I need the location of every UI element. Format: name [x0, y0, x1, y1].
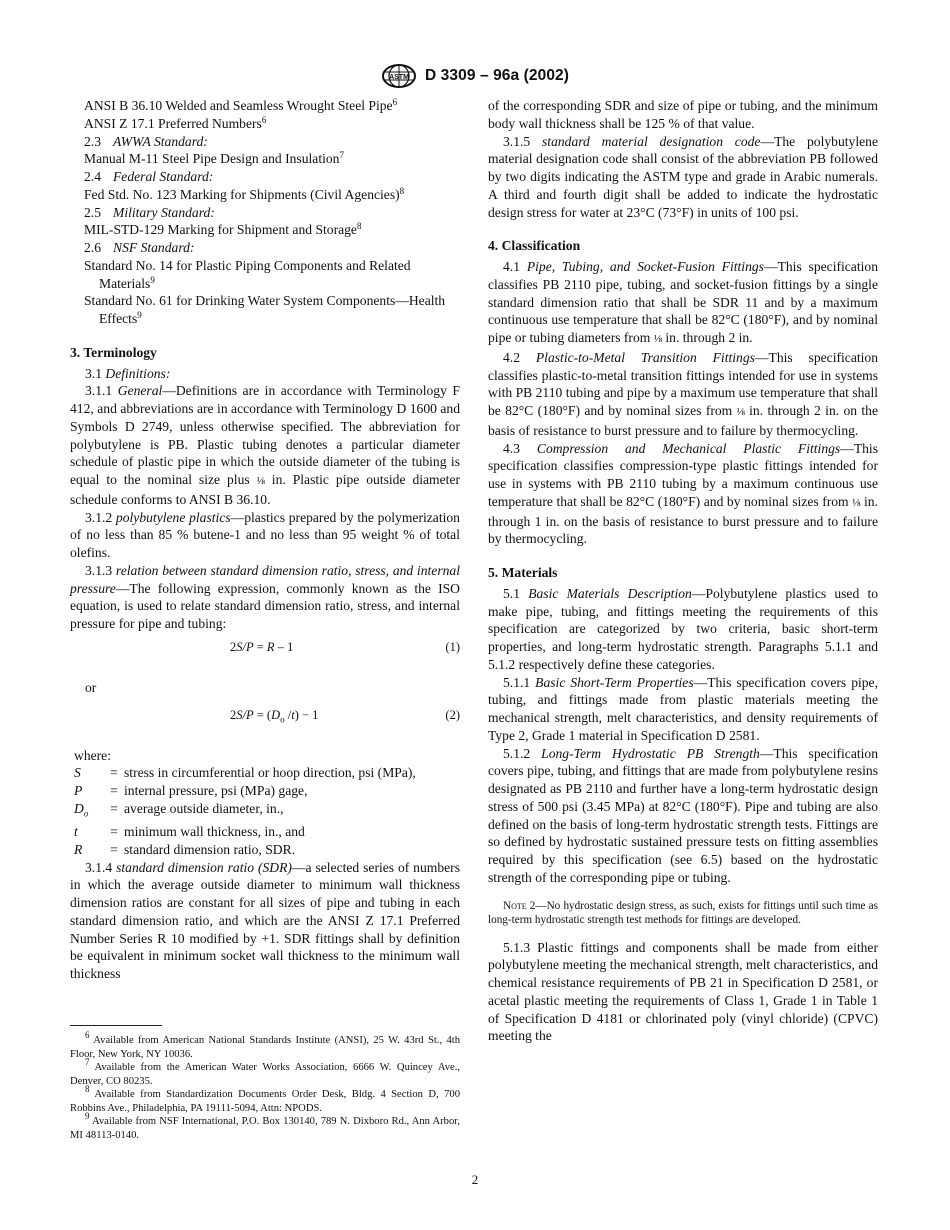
para-4-1: 4.1 Pipe, Tubing, and Socket-Fusion Fittings—This specification classifies PB 2110 pipe, tubing, and socket-fusion fittings by a single standard dimension ratio that shall be SDR 11 and by a maximum continuous use temperature that shall be 82°C (180°F), and by nominal pipe or tubing diameters from ⅛ in. through 2 in. [488, 259, 878, 345]
footnote-6: $^6$ Available from American National Standards Institute (ANSI), 25 W. 43rd St., 4th Floor, New York, NY 10036. [70, 1030, 460, 1060]
para-3-1-2: 3.1.2 polybutylene plastics—plastics prepared by the polymerization of no less than 85 % butene-1 and no less than 95 weight % of total olefins. [70, 509, 460, 560]
para-3-1-3: 3.1.3 relation between standard dimension ratio, stress, and internal pressure—The following expression, commonly known as the ISO equation, is used to relate standard dimension ratio, stress, and internal pressure for pipe and tubing: [70, 562, 460, 631]
equation-2 [70, 707, 460, 729]
section-2-5: 2.5 Military Standard: [84, 204, 215, 220]
variable-row-do: $D_o$ = average outside diameter, in., [74, 800, 284, 819]
equation-1 [70, 639, 460, 661]
para-3-1: 3.1 Definitions: [85, 365, 171, 381]
variable-row-s: S = stress in circumferential or hoop direction, psi (MPa), [74, 765, 416, 781]
section-heading-materials: 5. Materials [488, 565, 558, 580]
ref-ansi-b3610: ANSI B 36.10 Welded and Seamless Wrought Steel Pipe$^6$ [84, 97, 398, 113]
footnote-9: $^9$ Available from NSF International, P.O. Box 130140, 789 N. Dixboro Rd., Ann Arbor, MI 48113-0140. [70, 1111, 460, 1141]
footnote-mark: 8 [399, 185, 405, 196]
or-connector: or [85, 679, 97, 695]
footnote-mark: 8 [356, 221, 362, 232]
ref-mil-std-129: MIL-STD-129 Marking for Shipment and Storage$^8$ [84, 221, 362, 238]
para-3-1-1: 3.1.1 General—Definitions are in accordance with Terminology F 412, and abbreviations are in accordance with Terminology D 1600 and Symbols D 2749, unless otherwise specified. The abbreviation for polybutylene is PB. Plastic tubing denotes a particular diameter schedule of plastic pipe in which the outside diameter of the tubing is equal to the nominal size plus ⅛ in. Plastic pipe outside diameter schedule conforms to ANSI B 36.10. [70, 383, 461, 507]
ref-nsf-14: Standard No. 14 for Plastic Piping Components and Related Materials$^9$ [84, 257, 411, 291]
para-4-3: 4.3 Compression and Mechanical Plastic Fittings—This specification classifies compression-type plastic fittings intended for use in systems with PB 2110 tubing by a maximum continuous use temperature that shall be 82°C (180°F) and by nominal sizes from ⅛ in. through 1 in. on the basis of resistance to burst pressure and to failure by thermocycling. [488, 440, 878, 547]
para-5-1: 5.1 Basic Materials Description—Polybutylene plastics used to make pipe, tubing, and fittings meeting the requirements of this specification are categorized by two criteria, basic short-term properties, and long-term hydrostatic strength. Paragraphs 5.1.1 and 5.1.2 respectively define these categories. [488, 585, 879, 672]
right-column [488, 97, 878, 1045]
para-5-1-2: 5.1.2 Long-Term Hydrostatic PB Strength—This specification covers pipe, tubing, and fittings that are made from polybutylene resins designated as PB 2110 and further have a long-term hydrostatic design stress of 500 psi (3.45 MPa) at 82°C (180°F). Pipe and tubing are also defined on the basis of long-term hydrostatic strength tests. Fittings are so defined by hydrostatic sustained pressure tests on fitting assemblies required by this specification (see 6.5) based on the hydrostatic strength of the corresponding pipe or tubing. [488, 745, 878, 885]
page-number: 2 [471, 1172, 479, 1187]
variable-row-t: t = minimum wall thickness, in., and [74, 824, 305, 840]
page-header [0, 62, 950, 90]
footnote-mark: 9 [137, 310, 142, 320]
note-2: Note 2—No hydrostatic design stress, as such, exists for fittings until such time as long-term hydrostatic strength test methods for fittings are developed. [488, 899, 878, 926]
ref-manual-m11: Manual M-11 Steel Pipe Design and Insulation$^7$ [84, 150, 344, 167]
left-column [70, 97, 460, 983]
astm-logo-icon [381, 63, 417, 89]
footnote-8: $^8$ Available from Standardization Documents Order Desk, Bldg. 4 Section D, 700 Robbins Ave., Philadelphia, PA 19111-5094, Attn: NPODS. [70, 1084, 460, 1114]
footnotes [70, 1030, 460, 1142]
equation-2-expression: $2S/P = (D_o$ /t) − 1 [230, 707, 319, 724]
footnote-divider [70, 1025, 162, 1026]
ref-nsf-61: Standard No. 61 for Drinking Water System Components—Health Effects$^9$ [84, 293, 446, 326]
para-3-1-4-continued: of the corresponding SDR and size of pipe or tubing, and the minimum body wall thickness shall be 125 % of that value. [488, 98, 878, 131]
section-2-3: 2.3 AWWA Standard: [84, 133, 208, 149]
footnote-mark: 9 [150, 274, 155, 285]
para-4-2: 4.2 Plastic-to-Metal Transition Fittings—This specification classifies plastic-to-metal transition fittings intended for use in systems with PB 2110 tubing and pipe by a maximum use temperature that shall be 82°C (180°F) and by nominal sizes from ⅛ in. through 2 in. on the basis of resistance to burst pressure and to failure by thermocycling. [488, 349, 879, 438]
variable-row-r: R = standard dimension ratio, SDR. [74, 841, 296, 857]
footnote-7: $^7$ Available from the American Water Works Association, 6666 W. Quincey Ave., Denver, CO 80235. [70, 1057, 460, 1087]
para-5-1-3: 5.1.3 Plastic fittings and components shall be made from either polybutylene meeting the mechanical strength, melt characteristics, and chemical resistance requirements of PB 21 in Specification D 2581, or acetal plastic meeting the requirements of Class 1, Grade 1 in Table 1 of Specification D 4181 or chlorinated poly (vinyl chloride) (CPVC) meeting the [488, 939, 878, 1044]
equation-1-number: (1) [445, 639, 460, 654]
section-2-4: 2.4 Federal Standard: [84, 169, 214, 184]
footnote-mark: 7 [339, 150, 344, 161]
para-3-1-5: 3.1.5 standard material designation code—The polybutylene material designation code shall consist of the abbreviation PB followed by two digits indicating the ASTM type and grade in Arabic numerals. A third and fourth digit shall be added to indicate the hydrostatic design stress for water at 23°C (73°F) in units of 100 psi. [488, 133, 878, 220]
footnote-mark: 6 [261, 114, 267, 125]
footnote-mark: 6 [392, 97, 398, 107]
section-2-6: 2.6 NSF Standard: [84, 240, 195, 255]
variable-row-p: P = internal pressure, psi (MPa) gage, [74, 783, 308, 798]
logo-text: ASTM [389, 74, 409, 81]
para-3-1-4: 3.1.4 standard dimension ratio (SDR)—a selected series of numbers in which the average outside diameter to minimum wall thickness dimension ratios are constant for all sizes of pipe and tubing in each standard dimension ratio, and which are the ANSI Z 17.1 Preferred Number Series R 10 modified by +1. SDR fittings shall by definition be equivalent in minimum socket wall thickness to the minimum wall thickness [70, 859, 460, 982]
section-heading-terminology: 3. Terminology [70, 344, 157, 360]
document-designation: D 3309 – 96a (2002) [424, 67, 570, 84]
para-5-1-1: 5.1.1 Basic Short-Term Properties—This specification covers pipe, tubing, and fittings made from plastic materials meeting the mechanical strength, melt characteristics, and density requirements of Type 2, Grade 1 material in Specification D 2581. [488, 674, 878, 743]
ref-ansi-z171: ANSI Z 17.1 Preferred Numbers$^6$ [84, 114, 267, 131]
ref-fed-std-123: Fed Std. No. 123 Marking for Shipments (Civil Agencies)$^8$ [84, 185, 405, 202]
equation-1-expression: 2S/P = R – 1 [230, 639, 294, 654]
equation-2-number: (2) [445, 707, 460, 722]
where-label: where: [74, 747, 111, 763]
section-heading-classification: 4. Classification [488, 238, 581, 254]
